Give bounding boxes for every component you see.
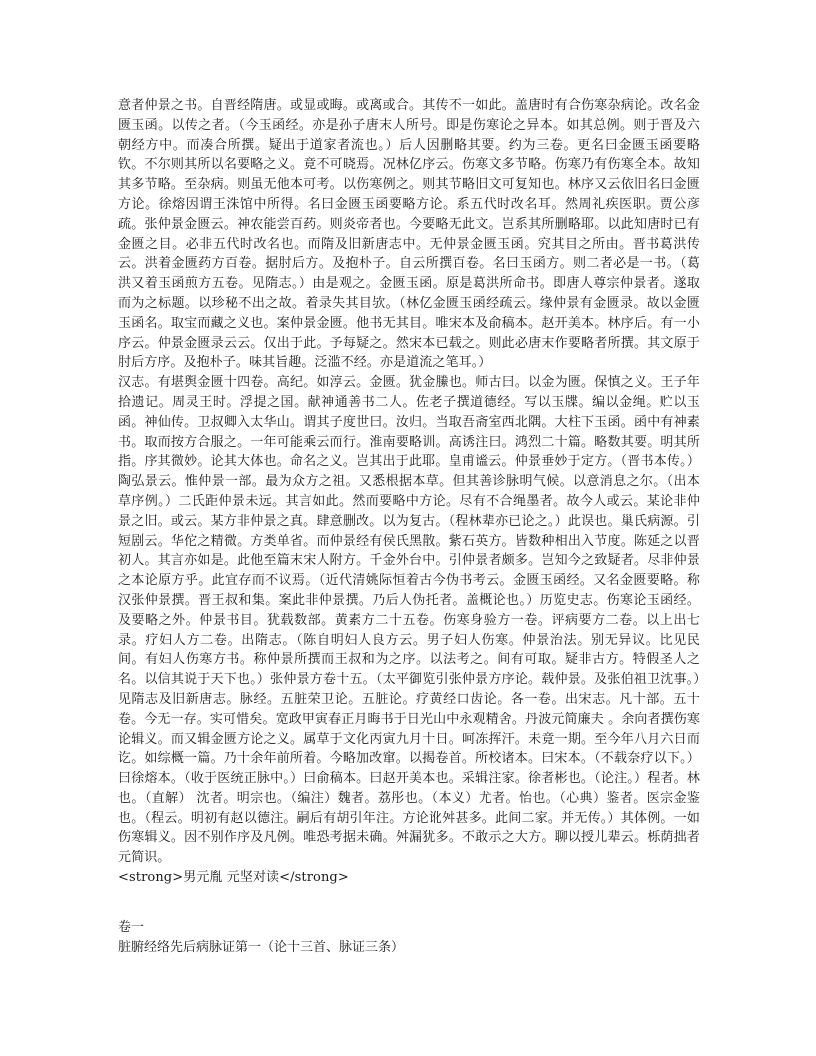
preface-paragraph-2: 汉志。有堪舆金匮十四卷。高纪。如淳云。金匮。犹金縢也。师古曰。以金为匮。保慎之义。王子年拾遗记。周灵王时。浮提之国。献神通善书二人。佐老子撰道德经。写以玉牒。编以金绳。贮以玉函。神仙传。卫叔卿入太华山。谓其子度世曰。汝归。当取吾斋室西北隅。大柱下玉函。函中有神素书。取而按方合服之。一年可能乘云而行。淮南要略训。高诱注曰。鸿烈二十篇。略数其要。明其所指。序其微妙。论其大体也。命名之义。岂其出于此耶。皇甫谧云。仲景垂妙于定方。（晋书本传。）陶弘景云。惟仲景一部。最为众方之祖。又悉根据本草。但其善诊脉明气候。以意消息之尔。（出本草序例。）二氏距仲景未远。其言如此。然而要略中方论。尽有不合绳墨者。故今人或云。某论非仲景之旧。或云。某方非仲景之真。肆意删改。以为复古。（程林辈亦已论之。）此误也。巢氏病源。引短剧云。华佗之精微。方类单省。而仲景经有侯氏黑散。紫石英方。皆数种相出入节度。陈延之以晋初人。其言亦如是。此他至篇末宋人附方。千金外台中。引仲景者颇多。岂知今之致疑者。尽非仲景之本论原方乎。此宜存而不议焉。（近代清姚际恒着古今伪书考云。金匮玉函经。又名金匮要略。称汉张仲景撰。晋王叔和集。案此非仲景撰。乃后人伪托者。盖概论也。）历览史志。伤寒论玉函经。及要略之外。仲景书目。犹载数部。黄素方二十五卷。伤寒身验方一卷。评病要方二卷。以上出七录。疗妇人方二卷。出隋志。（陈自明妇人良方云。男子妇人伤寒。仲景治法。别无异议。比见民间。有妇人伤寒方书。称仲景所撰而王叔和为之序。以法考之。间有可取。疑非古方。特假圣人之名。以信其说于天下也。）张仲景方卷十五。（太平御览引张仲景方序论。载仲景。及张伯祖卫沈事。）见隋志及旧新唐志。脉经。五脏荣卫论。五脏论。疗黄经口齿论。各一卷。出宋志。凡十部。五十卷。今无一存。实可惜矣。宽政甲寅春正月晦书于日光山中永观精舍。丹波元简廉夫 。余向者撰伤寒论辑义。而又辑金匮方论之义。属草于文化丙寅九月十日。呵冻挥汗。未竟一期。至今年八月六日而讫。如综概一篇。乃十余年前所着。今略加改窜。以揭卷首。所校诸本。曰宋本。（不载奈疗以下。）曰徐熔本。（收于医统正脉中。）曰俞稿本。曰赵开美本也。采辑注家。徐者彬也。（论注。）程者。林也。（直解） 沈者。明宗也。（编注）魏者。荔彤也。（本义）尤者。怡也。（心典）鉴者。医宗金鉴也。（程云。明初有赵以德注。嗣后有胡引年注。方论讹舛甚多。此间二家。并无传。）其体例。一如伤寒辑义。因不别作序及凡例。唯恐考据未确。舛漏犹多。不敢示之大方。聊以授儿辈云。栎荫拙者元简识。 [118, 375, 700, 866]
chapter-heading: 脏腑经络先后病脉证第一（论十三首、脉证三条） [118, 939, 405, 955]
preface-paragraph-1: 意者仲景之书。自晋经隋唐。或显或晦。或离或合。其传不一如此。盖唐时有合伤寒杂病论。改名金匮玉函。以传之者。（今玉函经。亦是孙子唐末人所号。即是伤寒论之异本。如其总例。则于晋及六朝经方中。而凑合所撰。疑出于道家者流也。）后人因删略其要。约为三卷。更名曰金匮玉函要略钦。不尔则其所以名要略之义。竟不可晓焉。况林亿序云。伤寒文多节略。伤寒乃有伤寒全本。故知其多节略。至杂病。则虽无他本可考。以伤寒例之。则其节略旧文可复知也。林序又云依旧名曰金匮方论。徐熔因谓王洙馆中所得。名曰金匮玉函要略方论。系五代时改名耳。然周礼疾医职。贾公彦疏。张仲景金匮云。神农能尝百药。则炎帝者也。今要略无此文。岂系其所删略耶。以此知唐时已有金匮之目。必非五代时改名也。而隋及旧新唐志中。无仲景金匮玉函。究其目之所由。晋书葛洪传云。洪着金匮药方百卷。据肘后方。及抱朴子。自云所撰百卷。名曰玉函方。则二者必是一书。（葛洪又着玉函煎方五卷。见隋志。）由是观之。金匮玉函。原是葛洪所命书。即唐人尊宗仲景者。遂取而为之标题。以珍秘不出之故。着录失其目欤。（林亿金匮玉函经疏云。缘仲景有金匮录。故以金匮玉函名。取宝而藏之义也。案仲景金匮。他书无其目。唯宋本及俞稿本。赵开美本。林序后。有一小序云。仲景金匮录云云。仅出于此。予每疑之。然宋本已载之。则此必唐末作要略者所撰。其文原于肘后方序。及抱朴子。味其旨趣。泛滥不经。亦是道流之笔耳。） [118, 98, 700, 371]
document-page [118, 96, 700, 957]
volume-heading: 卷一 [118, 919, 145, 935]
proofreaders-line: <strong>男元胤 元坚对读</strong> [118, 870, 349, 886]
spacer [118, 888, 700, 918]
